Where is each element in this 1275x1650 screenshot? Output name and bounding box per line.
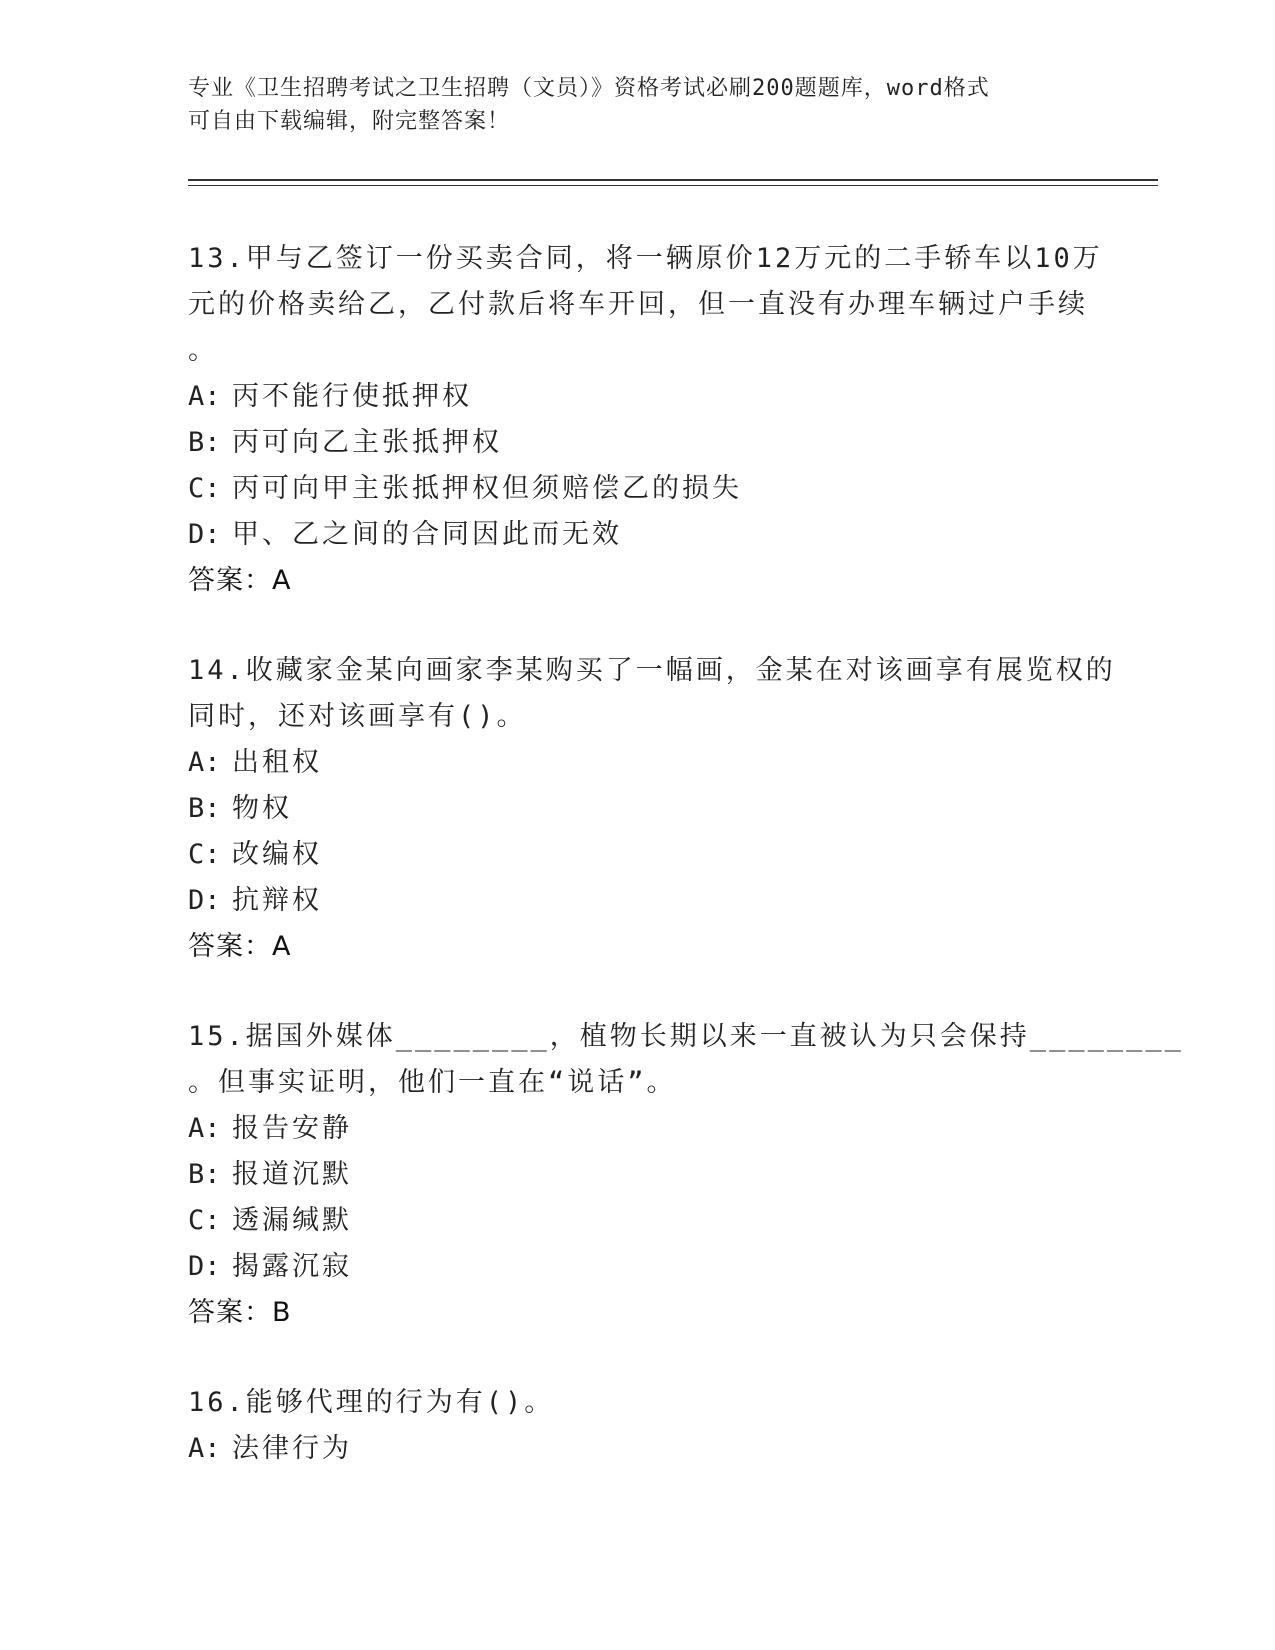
question-stem-line: 14.收藏家金某向画家李某购买了一幅画，金某在对该画享有展览权的 [188, 655, 1116, 686]
option-text: 丙可向乙主张抵押权 [232, 427, 502, 458]
option-c [188, 1198, 1088, 1244]
option-text: 透漏缄默 [232, 1205, 352, 1236]
option-c [188, 832, 1088, 878]
option-a [188, 740, 1088, 786]
answer-line: 答案：B [188, 1297, 292, 1328]
option-text: 揭露沉寂 [232, 1251, 352, 1282]
option-b [188, 786, 1088, 832]
option-d [188, 512, 1088, 558]
question-stem-line: 13.甲与乙签订一份买卖合同，将一辆原价12万元的二手轿车以10万 [188, 243, 1103, 274]
option-a [188, 1106, 1088, 1152]
option-text: 出租权 [232, 747, 322, 778]
option-key: D: [188, 885, 221, 916]
header-divider-thin [188, 185, 1158, 186]
option-text: 法律行为 [232, 1433, 352, 1464]
question-14 [188, 648, 1116, 970]
question-stem-line: 同时，还对该画享有()。 [188, 701, 527, 732]
option-a [188, 374, 1088, 420]
question-stem-line: 15.据国外媒体________，植物长期以来一直被认为只会保持________ [188, 1021, 1184, 1052]
option-key: D: [188, 519, 221, 550]
option-text: 甲、乙之间的合同因此而无效 [232, 519, 622, 550]
option-key: A: [188, 747, 221, 778]
option-key: D: [188, 1251, 221, 1282]
header-divider-thick [188, 179, 1158, 181]
header-line-1: 专业《卫生招聘考试之卫生招聘（文员）》资格考试必刷200题题库，word格式 [188, 76, 990, 101]
option-text: 丙可向甲主张抵押权但须赔偿乙的损失 [232, 473, 742, 504]
question-stem-line: 。但事实证明，他们一直在“说话”。 [188, 1067, 677, 1098]
option-text: 物权 [232, 793, 292, 824]
question-15 [188, 1014, 1184, 1336]
question-16 [188, 1380, 1088, 1472]
header-line-2: 可自由下载编辑，附完整答案！ [188, 109, 511, 134]
question-stem-line: 16.能够代理的行为有()。 [188, 1387, 555, 1418]
option-c [188, 466, 1088, 512]
option-text: 抗辩权 [232, 885, 322, 916]
option-d [188, 878, 1088, 924]
document-header [188, 72, 1068, 138]
option-b [188, 1152, 1088, 1198]
option-text: 丙不能行使抵押权 [232, 381, 472, 412]
option-key: C: [188, 473, 221, 504]
question-stem-line: 元的价格卖给乙，乙付款后将车开回，但一直没有办理车辆过户手续 [188, 289, 1088, 320]
option-text: 改编权 [232, 839, 322, 870]
question-stem-line: 。 [188, 335, 218, 366]
answer-line: 答案：A [188, 931, 292, 962]
option-key: B: [188, 1159, 221, 1190]
option-key: B: [188, 427, 221, 458]
option-d [188, 1244, 1088, 1290]
option-key: A: [188, 1433, 221, 1464]
option-key: B: [188, 793, 221, 824]
question-13 [188, 236, 1103, 604]
option-text: 报道沉默 [232, 1159, 352, 1190]
option-a [188, 1426, 1088, 1472]
option-key: A: [188, 1113, 221, 1144]
option-b [188, 420, 1088, 466]
option-key: A: [188, 381, 221, 412]
option-key: C: [188, 839, 221, 870]
answer-line: 答案：A [188, 565, 292, 596]
option-text: 报告安静 [232, 1113, 352, 1144]
option-key: C: [188, 1205, 221, 1236]
